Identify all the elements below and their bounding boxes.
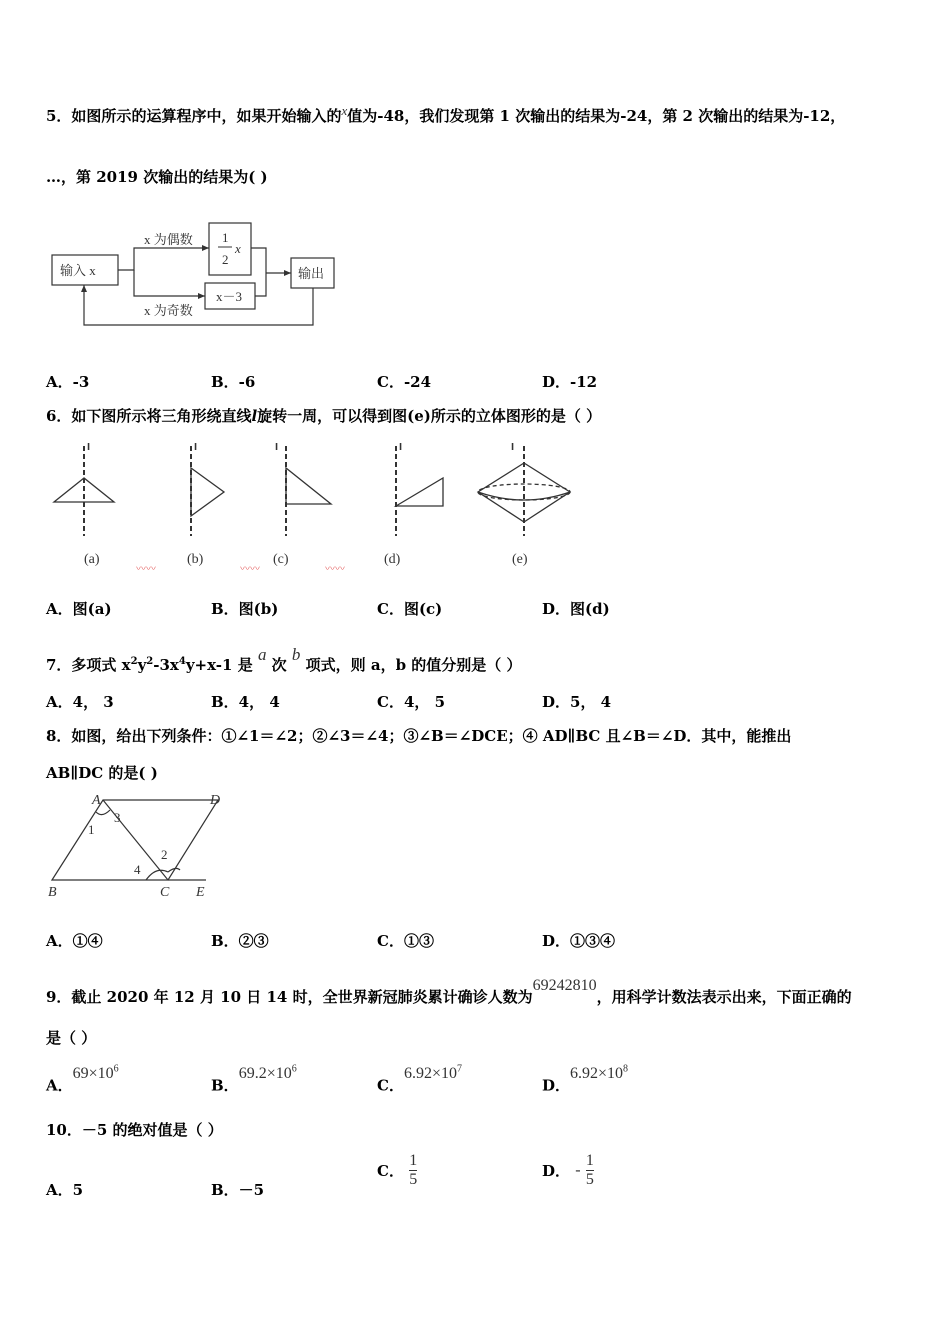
q10-option-a[interactable]: A．5 [46,1181,84,1199]
q6-squiggle-3: 〰〰 [325,564,345,575]
fig-c-triangle [286,468,331,504]
q9-c-letter: C． [377,1076,404,1095]
q9-option-a[interactable] [46,1064,119,1095]
fig-d-triangle [396,478,443,506]
q9-c-expr: $6.92\times 10^7$ [403,1064,462,1083]
q7-sup-1: 2 [130,656,138,667]
q8-option-a[interactable]: A．①④ [46,932,103,950]
q10-option-b[interactable]: B．－5 [211,1181,265,1199]
q10-d-sign: - [575,1161,581,1179]
q6-option-d[interactable]: D．图(d) [542,600,610,618]
q5-text-b: 值为-48，我们发现第 1 次输出的结果为-24，第 2 次输出的结果为-12， [347,107,846,125]
q7-mid: -3x [153,656,179,674]
q9-b-letter: B． [211,1076,239,1095]
label-3: 3 [114,810,121,825]
q10-d-letter: D． [542,1162,571,1180]
q6-squiggle-2: 〰〰 [240,564,260,575]
q9-text-a: 9．截止 2020 年 12 月 10 日 14 时，全世界新冠肺炎累计确诊人数为 [46,988,533,1006]
q9-line2: 是（ ） [46,1029,97,1047]
label-2: 2 [161,847,168,862]
q6-caption-b: (b) [187,552,204,567]
q8-figure [46,790,231,902]
flow-odd-label: x 为奇数 [144,303,193,318]
flow-input-label: 输入 x [60,263,96,278]
q9-option-c[interactable] [377,1064,462,1095]
flow-minus3-label: x－3 [216,289,243,304]
q8-line2: AB∥DC 的是( ) [46,764,158,782]
q6-option-b[interactable]: B．图(b) [211,600,279,618]
q7-option-d[interactable]: D．5， 4 [542,693,612,711]
q7-sup-3: 4 [178,656,186,667]
q6-text-a: 6．如下图所示将三角形绕直线 [46,407,252,425]
q6-squiggle-1: 〰〰 [136,564,156,575]
q10-d-fraction: $\frac{1}{5}$ [585,1152,594,1188]
q9-line1 [46,977,852,1007]
q5-text-a: 5．如图所示的运算程序中，如果开始输入的 [46,107,342,125]
q9-option-b[interactable] [211,1064,297,1095]
q10-option-c[interactable] [377,1152,417,1189]
flow-half-den: 2 [222,252,229,267]
q9-text-b: ，用科学计数法表示出来，下面正确的 [596,988,852,1006]
svg-text:l: l [399,443,403,453]
label-E: E [196,885,205,900]
q9-option-d[interactable] [542,1064,628,1095]
q7-text-a: 7．多项式 x [46,656,131,674]
flow-output-label: 输出 [298,266,325,281]
q8-option-b[interactable]: B．②③ [211,932,269,950]
q9-b-expr: $69.2\times 10^6$ [238,1064,297,1083]
q6-caption-c: (c) [273,552,289,567]
q5-var-x: x [341,103,348,118]
q10-c-letter: C． [377,1162,404,1180]
q5-flowchart [46,220,346,332]
q9-a-letter: A． [46,1076,73,1095]
svg-text:l: l [87,443,91,453]
flow-half-x: x [235,241,241,256]
q5-option-b[interactable]: B．-6 [211,373,256,391]
label-B: B [48,885,57,900]
q7-option-c[interactable]: C．4， 5 [377,693,446,711]
q6-stem [46,405,601,426]
q5-option-a[interactable]: A．-3 [46,373,90,391]
q5-line2: …，第 2019 次输出的结果为( ) [46,168,268,186]
svg-text:l: l [275,443,279,453]
q10-c-fraction: $\frac{1}{5}$ [409,1152,418,1188]
fig-b-triangle [191,468,224,516]
q7-y: y [137,656,147,674]
q8-option-d[interactable]: D．①③④ [542,932,616,950]
q5-option-d[interactable]: D．-12 [542,373,598,391]
q7-var-b: b [291,645,301,664]
q6-caption-d: (d) [384,552,401,567]
flow-even-label: x 为偶数 [144,232,193,247]
q6-figures [46,438,586,543]
q7-var-a: a [257,645,267,664]
q10-stem: 10．－5 的绝对值是（ ） [46,1121,223,1139]
q6-text-b: 旋转一周，可以得到图(e)所示的立体图形的是（ ） [257,407,602,425]
svg-text:l: l [511,443,515,453]
flow-half-num: 1 [222,230,229,245]
q7-ci: 次 [271,656,287,674]
svg-text:l: l [194,443,198,453]
q5-option-c[interactable]: C．-24 [377,373,432,391]
q7-option-a[interactable]: A．4， 3 [46,693,114,711]
q9-number: 69242810 [532,977,597,994]
q9-d-expr: $6.92\times 10^8$ [570,1064,629,1083]
q10-option-d[interactable] [542,1152,594,1189]
label-D: D [210,793,221,808]
q6-option-c[interactable]: C．图(c) [377,600,443,618]
q6-option-a[interactable]: A．图(a) [46,600,112,618]
q7-sup-2: 2 [146,656,154,667]
q7-rest: y+x-1 是 [185,656,253,674]
flow-half-box [209,223,251,275]
label-C: C [160,885,170,900]
q6-var-l: l [251,407,258,425]
label-A: A [92,793,101,808]
q9-d-letter: D． [542,1076,571,1095]
q8-option-c[interactable]: C．①③ [377,932,434,950]
q8-line1: 8．如图，给出下列条件：①∠1＝∠2；②∠3＝∠4；③∠B＝∠DCE；④ AD∥BC 且∠B＝∠D．其中，能推出 [46,727,792,745]
q6-caption-e: (e) [512,552,528,567]
label-1: 1 [88,822,95,837]
q7-stem [46,645,522,675]
q9-a-expr: $69\times 10^6$ [72,1064,119,1083]
q5-line1 [46,103,845,126]
q7-option-b[interactable]: B．4， 4 [211,693,280,711]
label-4: 4 [134,862,141,877]
q6-caption-a: (a) [84,552,100,567]
q7-text-b: 项式，则 a，b 的值分别是（ ） [305,656,522,674]
